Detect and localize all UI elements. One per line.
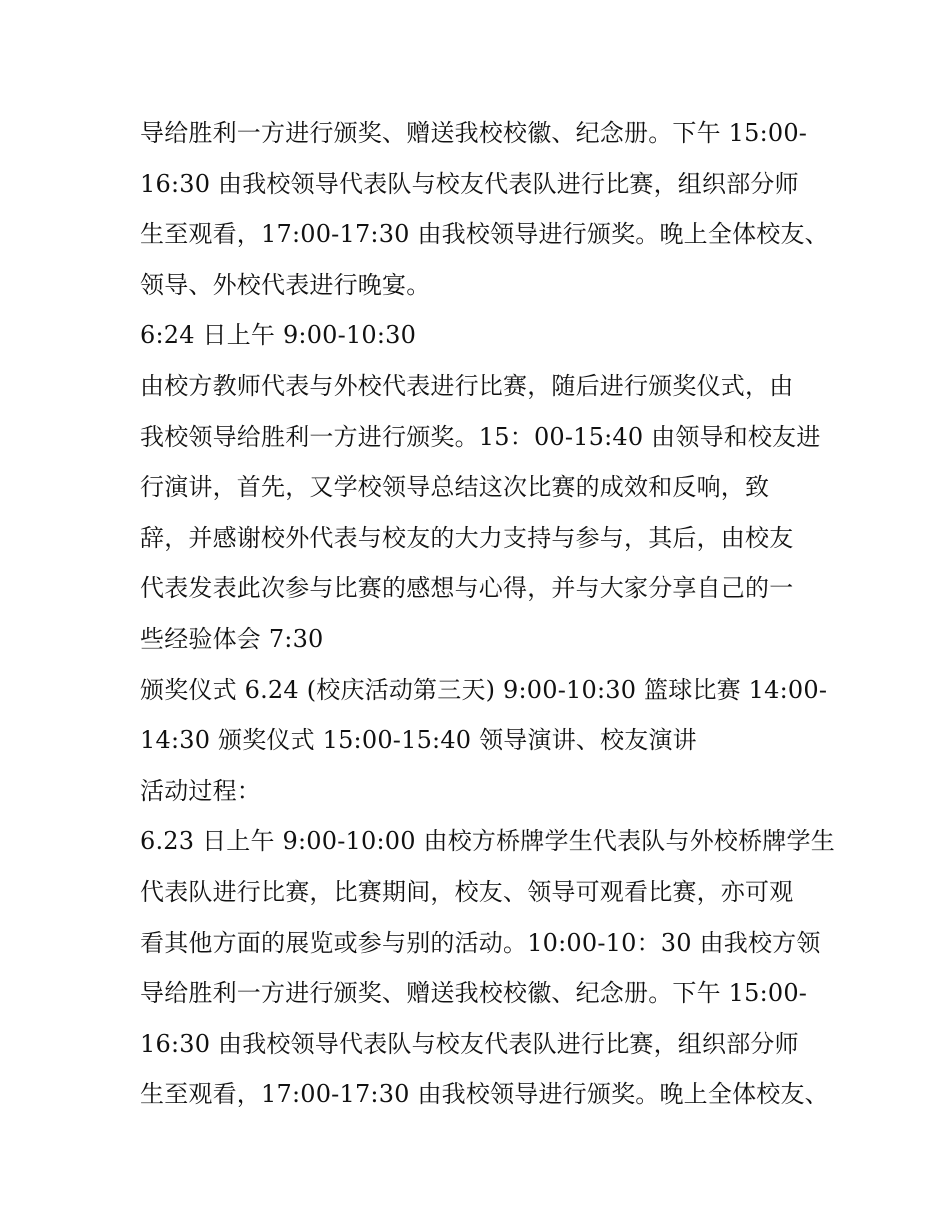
text-line: 代表发表此次参与比赛的感想与心得，并与大家分享自己的一 [140,574,794,603]
text-line: 些经验体会 7:30 [140,624,324,653]
text-line: 6:24 日上午 9:00-10:30 [140,321,417,350]
text-line: 辞，并感谢校外代表与校友的大力支持与参与，其后，由校友 [140,523,794,552]
text-line: 生至观看，17:00-17:30 由我校领导进行颁奖。晚上全体校友、 [140,1080,829,1109]
text-line: 14:30 颁奖仪式 15:00-15:40 领导演讲、校友演讲 [140,726,697,755]
text-line: 领导、外校代表进行晚宴。 [140,270,431,299]
text-line: 颁奖仪式 6.24 (校庆活动第三天) 9:00-10:30 篮球比赛 14:00- [140,675,828,704]
text-line: 我校领导给胜利一方进行颁奖。15：00-15:40 由领导和校友进 [140,422,821,451]
text-line: 导给胜利一方进行颁奖、赠送我校校徽、纪念册。下午 15:00- [140,979,808,1008]
text-line: 导给胜利一方进行颁奖、赠送我校校徽、纪念册。下午 15:00- [140,119,808,147]
text-line: 代表队进行比赛，比赛期间，校友、领导可观看比赛，亦可观 [140,877,794,906]
text-line: 由校方教师代表与外校代表进行比赛，随后进行颁奖仪式，由 [140,371,794,400]
text-line: 16:30 由我校领导代表队与校友代表队进行比赛，组织部分师 [140,1029,799,1058]
text-line: 行演讲，首先，又学校领导总结这次比赛的成效和反响，致 [140,473,770,502]
document-body [140,108,835,1120]
text-line: 6.23 日上午 9:00-10:00 由校方桥牌学生代表队与外校桥牌学生 [140,827,835,856]
text-line: 看其他方面的展览或参与别的活动。10:00-10：30 由我校方领 [140,928,821,957]
text-line: 16:30 由我校领导代表队与校友代表队进行比赛，组织部分师 [140,169,799,198]
text-line: 生至观看，17:00-17:30 由我校领导进行颁奖。晚上全体校友、 [140,220,829,249]
text-line: 活动过程： [140,776,261,805]
